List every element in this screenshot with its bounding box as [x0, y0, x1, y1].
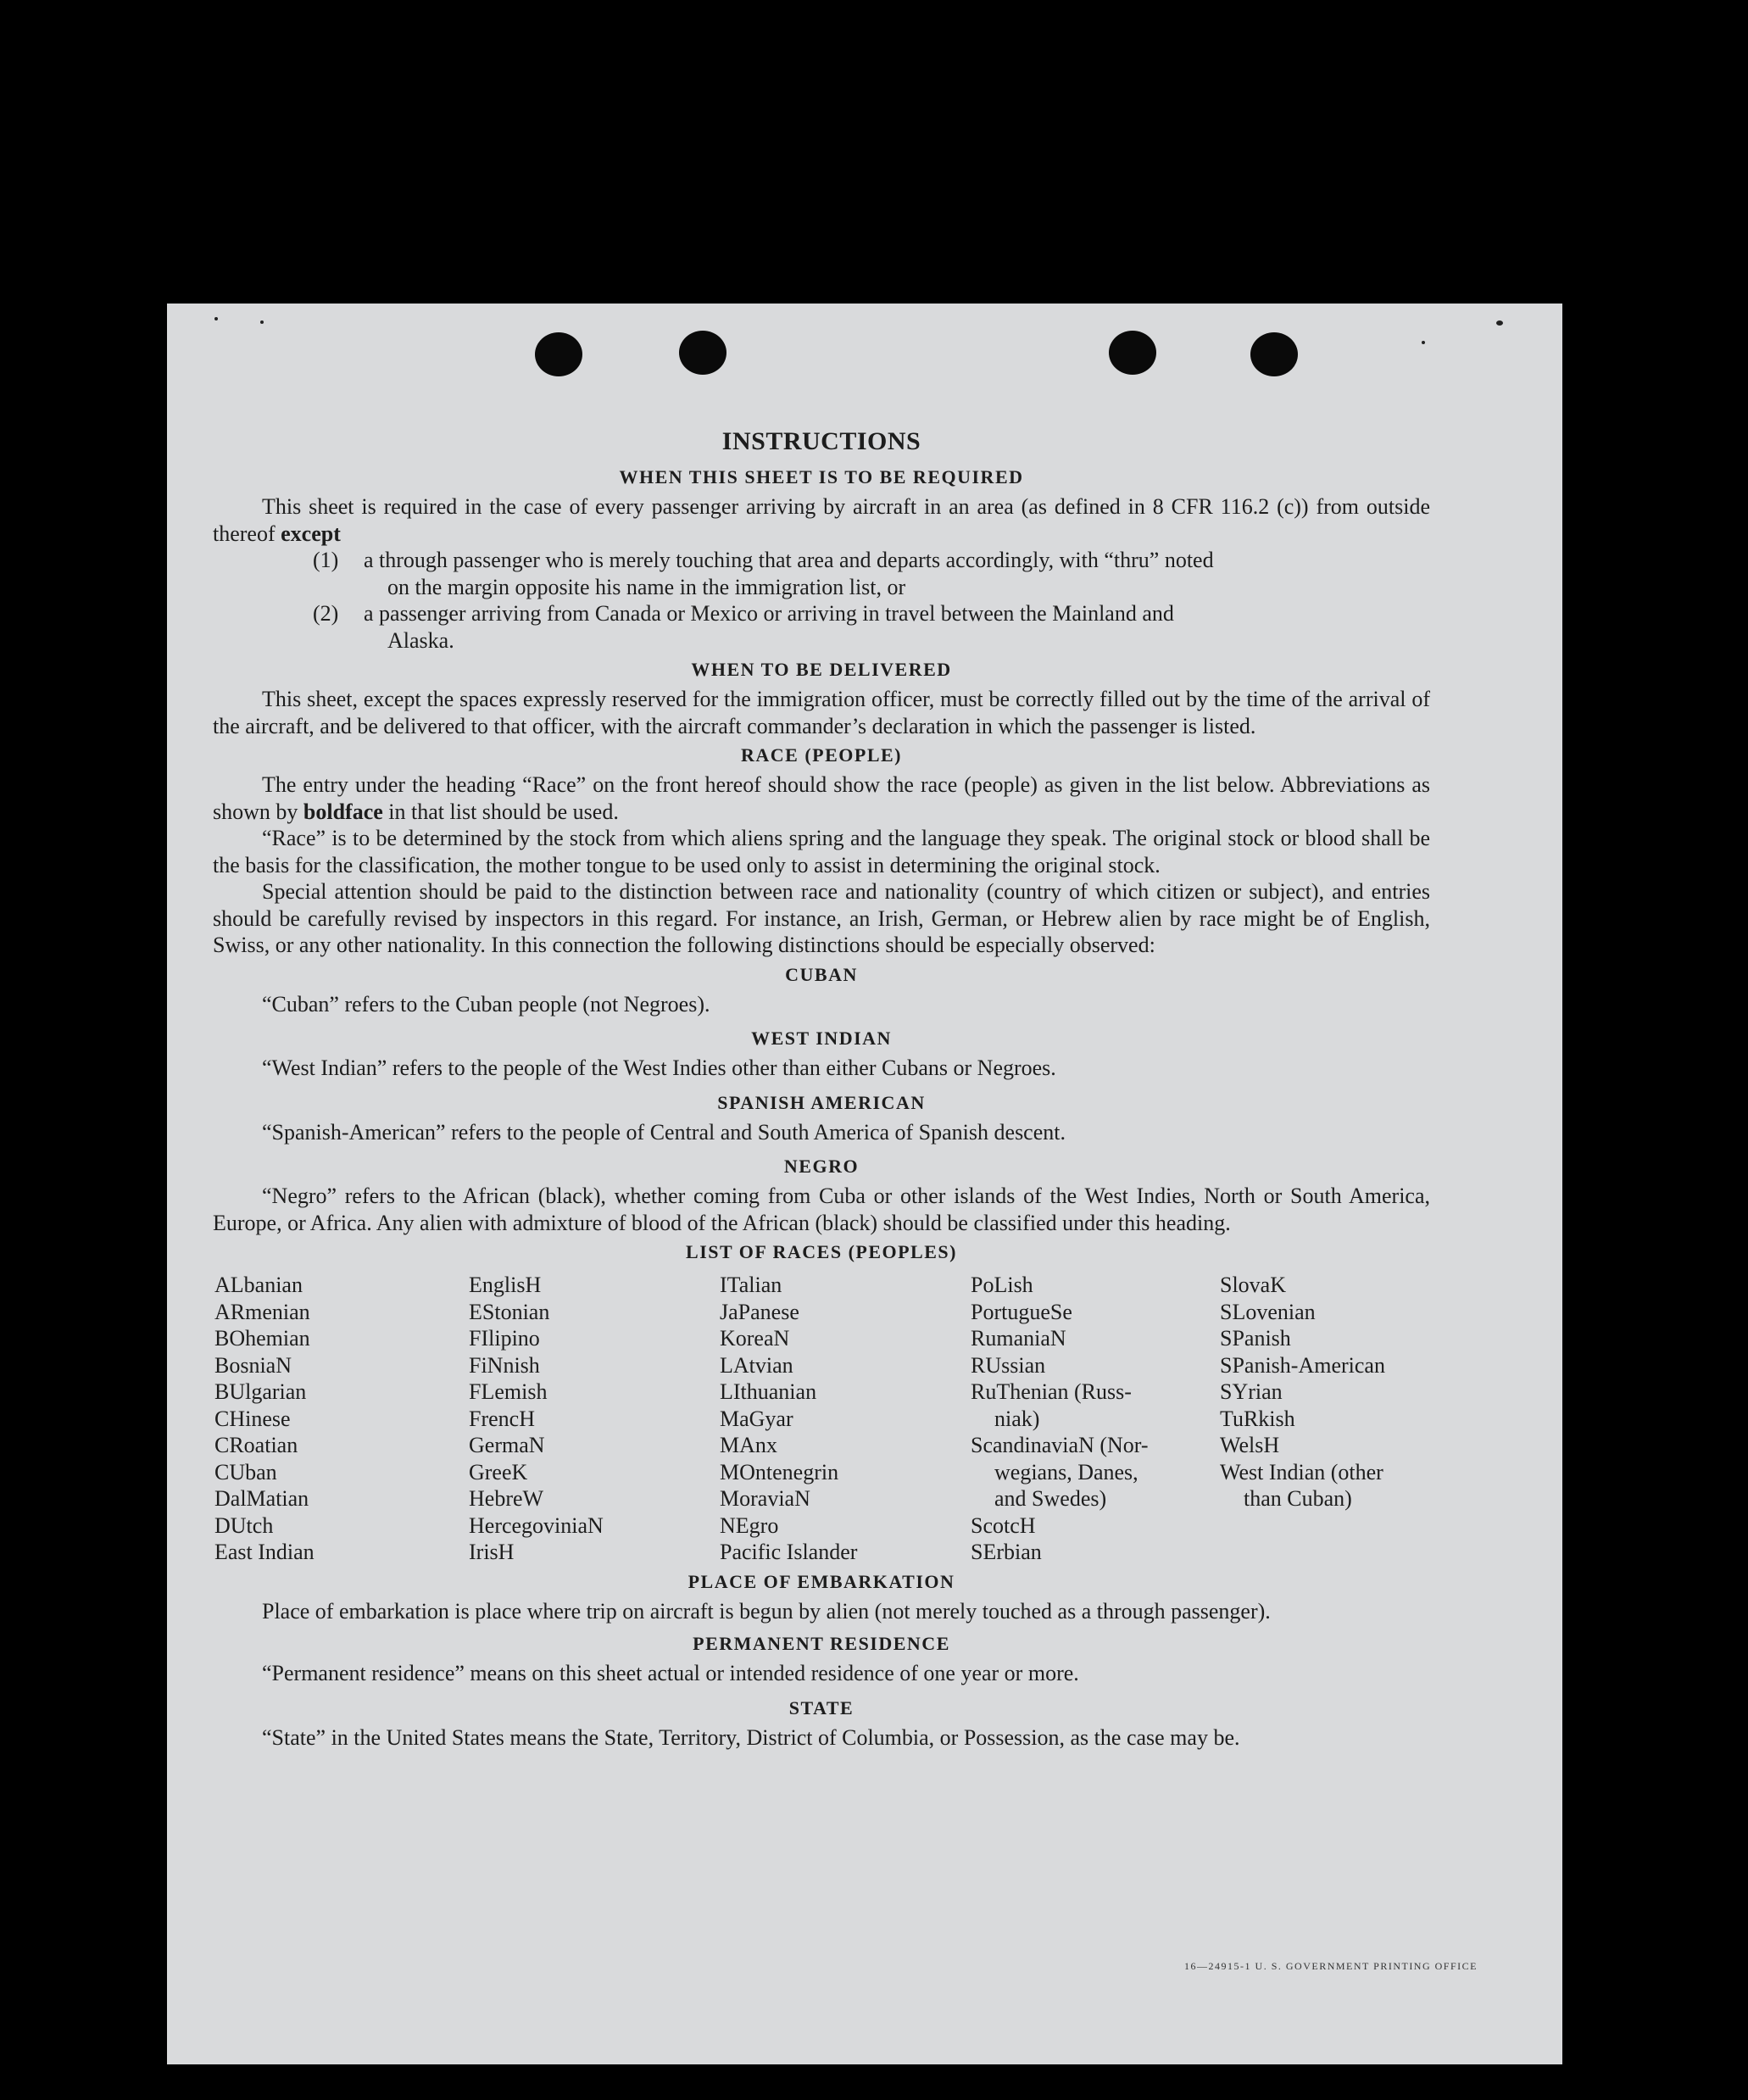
- race-entry: BOhemian: [214, 1326, 310, 1351]
- race-entry: DUtch: [214, 1512, 274, 1538]
- heading-negro: NEGRO: [783, 1156, 860, 1177]
- race-entry-continued: than Cuban): [1244, 1486, 1352, 1511]
- required-intro-except: except: [281, 521, 341, 546]
- race-column: [720, 1272, 971, 1566]
- speck: [260, 320, 264, 324]
- race-column: [214, 1272, 469, 1566]
- race-entry: West Indian (other: [1220, 1459, 1383, 1484]
- race-entry: FiNnish: [469, 1352, 540, 1378]
- embarkation-text: Place of embarkation is place where trip on aircraft is begun by alien (not merely touched as a through passenger).: [262, 1598, 1271, 1624]
- race-entry-continued: and Swedes): [994, 1486, 1107, 1511]
- punch-hole: [535, 332, 582, 376]
- printer-imprint: 16—24915-1 U. S. GOVERNMENT PRINTING OFFICE: [1184, 1960, 1478, 1972]
- exception-number: (1): [313, 548, 339, 572]
- race-column: [469, 1272, 720, 1566]
- race-entry: SlovaK: [1220, 1273, 1286, 1297]
- race-entry: HercegoviniaN: [469, 1512, 604, 1538]
- race-entry: MoraviaN: [720, 1486, 810, 1511]
- race-entry: CRoatian: [214, 1433, 298, 1457]
- speck: [214, 317, 218, 320]
- race-p1-bold: boldface: [303, 799, 383, 824]
- page-title: INSTRUCTIONS: [721, 427, 921, 455]
- exception-line: a through passenger who is merely touching that area and departs accordingly, with “thru” noted: [364, 548, 1214, 572]
- required-intro: [213, 493, 1430, 547]
- race-entry: SPanish: [1220, 1326, 1291, 1351]
- heading-cuban: CUBAN: [785, 963, 858, 985]
- race-entry: SLovenian: [1220, 1299, 1316, 1324]
- race-entry: GreeK: [469, 1459, 528, 1484]
- exception-item: [213, 600, 1430, 654]
- race-paragraph-1: [213, 771, 1430, 825]
- heading-state: STATE: [788, 1696, 855, 1718]
- heading-list-of-races: LIST OF RACES (PEOPLES): [686, 1241, 957, 1262]
- race-entry: IrisH: [469, 1540, 515, 1564]
- race-column: [971, 1272, 1220, 1566]
- race-entry: RuThenian (Russ-: [971, 1379, 1132, 1404]
- race-entry: GermaN: [469, 1433, 545, 1457]
- race-list: [214, 1272, 1430, 1566]
- exception-item: [213, 547, 1430, 600]
- race-entry: WelsH: [1220, 1433, 1280, 1457]
- race-entry: MAnx: [720, 1433, 777, 1457]
- cuban-text: “Cuban” refers to the Cuban people (not Negroes).: [262, 991, 710, 1017]
- delivered-text: This sheet, except the spaces expressly reserved for the immigration officer, must be correctly filled out by the time of the arrival of the aircraft, and be delivered to that officer, with the aircraft commander’s declaration in which the passenger is listed.: [213, 687, 1430, 738]
- race-entry: Pacific Islander: [720, 1540, 858, 1564]
- heading-race: RACE (PEOPLE): [741, 744, 902, 766]
- punch-hole: [679, 331, 726, 375]
- race-entry: LIthuanian: [720, 1379, 817, 1404]
- state-text: “State” in the United States means the State, Territory, District of Columbia, or Possession, as the case may be.: [262, 1724, 1240, 1750]
- exception-text: [364, 547, 1430, 600]
- race-entry: FrencH: [469, 1406, 535, 1431]
- heading-spanish-american: SPANISH AMERICAN: [717, 1091, 926, 1113]
- race-entry: SYrian: [1220, 1379, 1283, 1404]
- exception-number: (2): [313, 601, 339, 626]
- race-entry-continued: niak): [994, 1406, 1040, 1431]
- race-entry: JaPanese: [720, 1299, 799, 1324]
- required-intro-text: This sheet is required in the case of every passenger arriving by aircraft in an area (as defined in 8 CFR 116.2 (c)) from outside thereof: [213, 494, 1430, 546]
- race-entry: ScandinaviaN (Nor-: [971, 1433, 1149, 1457]
- negro-text: “Negro” refers to the African (black), whether coming from Cuba or other islands of the West Indies, North or South America, Europe, or Africa. Any alien with admixture of blood of the African (black) should be classified under this heading.: [213, 1184, 1430, 1235]
- race-paragraph-2: “Race” is to be determined by the stock from which aliens spring and the language they speak. The original stock or blood shall be the basis for the classification, the mother tongue to be used only to assist in determining the original stock.: [213, 826, 1430, 877]
- residence-text: “Permanent residence” means on this sheet actual or intended residence of one year or more.: [262, 1661, 1079, 1685]
- race-entry: MOntenegrin: [720, 1459, 839, 1484]
- exception-line: a passenger arriving from Canada or Mexico or arriving in travel between the Mainland and: [364, 601, 1174, 626]
- heading-west-indian: WEST INDIAN: [751, 1028, 892, 1049]
- race-entry: ITalian: [720, 1273, 782, 1297]
- race-entry: TuRkish: [1220, 1406, 1295, 1431]
- punch-hole: [1109, 331, 1156, 375]
- race-p1-a: The entry under the heading “Race” on the front hereof should show the race (people) as given in the list below. Abbreviations as shown by: [213, 772, 1430, 824]
- race-entry: FIlipino: [469, 1326, 540, 1351]
- heading-residence: PERMANENT RESIDENCE: [693, 1633, 950, 1654]
- race-entry: ARmenian: [214, 1299, 310, 1324]
- race-entry: EnglisH: [469, 1273, 542, 1297]
- race-entry: NEgro: [720, 1512, 779, 1538]
- race-entry: ScotcH: [971, 1512, 1036, 1538]
- race-entry: East Indian: [214, 1540, 315, 1564]
- instructions-content: [213, 422, 1430, 1751]
- race-entry: BUlgarian: [214, 1379, 307, 1404]
- race-entry: BosniaN: [214, 1352, 292, 1378]
- race-entry: EStonian: [469, 1299, 550, 1324]
- race-entry: PoLish: [971, 1273, 1033, 1297]
- race-entry: CUban: [214, 1459, 277, 1484]
- race-entry: RumaniaN: [971, 1326, 1066, 1351]
- race-entry: LAtvian: [720, 1352, 793, 1378]
- race-entry: FLemish: [469, 1379, 548, 1404]
- speck: [1422, 341, 1425, 344]
- exception-text: [364, 600, 1430, 654]
- race-entry: DalMatian: [214, 1486, 309, 1511]
- exception-line: on the margin opposite his name in the immigration list, or: [387, 574, 906, 599]
- spanish-american-text: “Spanish-American” refers to the people of Central and South America of Spanish descent.: [262, 1119, 1066, 1145]
- race-entry: HebreW: [469, 1486, 544, 1511]
- exception-line: Alaska.: [387, 627, 454, 653]
- punch-hole: [1250, 332, 1298, 376]
- race-entry: MaGyar: [720, 1406, 793, 1431]
- speck: [1496, 320, 1503, 326]
- race-p1-b: in that list should be used.: [388, 799, 619, 824]
- heading-required: WHEN THIS SHEET IS TO BE REQUIRED: [619, 466, 1024, 487]
- race-entry: SPanish-American: [1220, 1352, 1385, 1378]
- race-entry: PortugueSe: [971, 1299, 1072, 1324]
- race-entry: CHinese: [214, 1406, 291, 1431]
- race-column: [1220, 1272, 1432, 1566]
- race-paragraph-3: Special attention should be paid to the distinction between race and nationality (country of which citizen or subject), and entries should be carefully revised by inspectors in this regard. For instance, an Irish, German, or Hebrew alien by race might be of English, Swiss, or any other nationality. In this connection the following distinctions should be especially observed:: [213, 879, 1430, 957]
- heading-delivered: WHEN TO BE DELIVERED: [691, 659, 952, 680]
- race-entry: KoreaN: [720, 1326, 790, 1351]
- race-entry-continued: wegians, Danes,: [994, 1459, 1138, 1484]
- race-entry: SErbian: [971, 1540, 1042, 1564]
- race-entry: ALbanian: [214, 1273, 303, 1297]
- race-entry: RUssian: [971, 1352, 1046, 1378]
- document-page: [167, 304, 1562, 2064]
- heading-embarkation: PLACE OF EMBARKATION: [688, 1570, 955, 1592]
- west-indian-text: “West Indian” refers to the people of the West Indies other than either Cubans or Negroes.: [262, 1056, 1056, 1080]
